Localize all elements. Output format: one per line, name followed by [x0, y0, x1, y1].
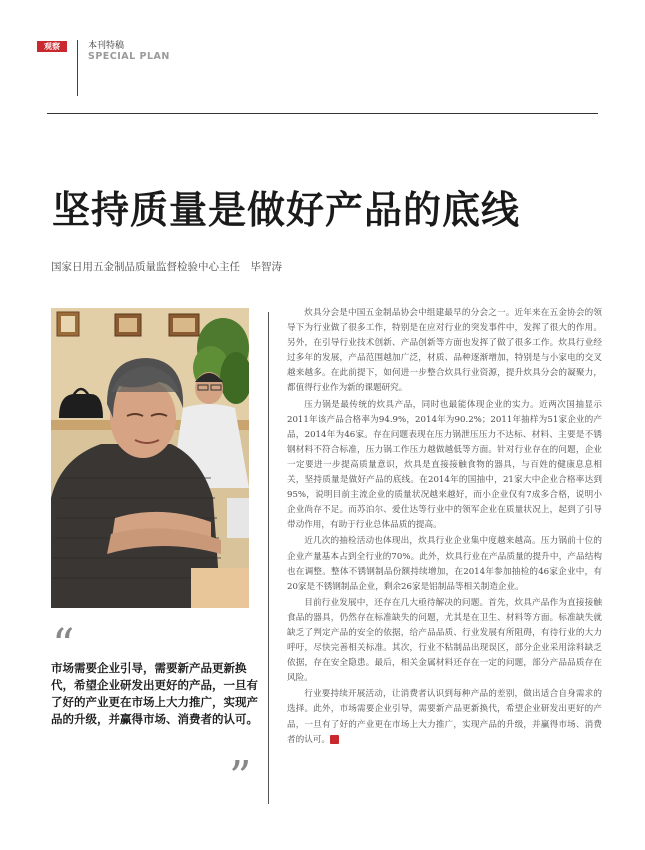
article-body: [287, 306, 602, 749]
quote-close-icon: ”: [229, 752, 252, 803]
pull-quote: 市场需要企业引导，需要新产品更新换代，希望企业研发出更好的产品，一旦有了好的产业更在市场上大力推广，实现产品的升级，并赢得市场、消费者的认可。: [51, 661, 258, 726]
quote-open-icon: “: [52, 620, 75, 671]
paragraph: 目前行业发展中，还存在几大亟待解决的问题。首先，炊具产品作为直接接触食品的器具，仍然存在标准缺失的问题，尤其是在卫生、材料等方面。标准缺失就缺乏了判定产品的安全的依据，给产品品质、行业发展有所阻碍，有待行业的大力呼吁，尽快完善相关标准。其次，行业不粘制品出现误区，部分企业采用涂料缺乏依据，存在安全隐患。最后，相关金属材料还存在一定的问题，部分产品品质存在风险。: [287, 597, 602, 684]
paragraph: 炊具分会是中国五金制品协会中组建最早的分会之一。近年来在五金协会的领导下为行业做了很多工作，特别是在应对行业的突发事件中，发挥了很大的作用。另外，在引导行业技术创新、产品创新等方面也发挥了做了很多工作。炊具行业经过多年的发展，产品范围越加广泛，材质、品种逐渐增加，特别是与小家电的交叉越来越多。在此前提下，如何进一步整合炊具行业资源，提升炊具分会的凝聚力，都值得行业作为新的课题研究。: [287, 308, 602, 394]
paragraph: 近几次的抽检活动也体现出，炊具行业企业集中度越来越高。压力锅前十位的企业产量基本占到全行业的70%。此外，炊具行业在产品质量的提升中，产品结构也在调整。整体不锈钢制品份额持续增加，在2014年参加抽检的46家企业中，有20家是不锈钢制品企业，剩余26家是铝制品等相关制造企业。: [287, 536, 602, 592]
column-divider: [268, 312, 269, 804]
header-divider: [77, 40, 78, 96]
paragraph-last: [287, 687, 602, 747]
article-title: 坚持质量是做好产品的底线: [52, 187, 521, 232]
speaker-photo: [51, 308, 249, 608]
article-author: 国家日用五金制品质量监督检验中心主任 毕智涛: [51, 261, 282, 273]
paragraph: 行业要持续开展活动，让消费者认识到每种产品的差别，做出适合自身需求的选择。此外，市场需要企业引导，需要新产品更新换代，希望企业研发出更好的产品，一旦有了好的产业更在市场上大力推广，实现产品的升级，并赢得市场、消费者的认可。: [287, 689, 602, 745]
column-name-cn: 本刊特稿: [88, 41, 125, 51]
section-badge: 观察: [37, 41, 67, 52]
end-mark-icon: 消: [330, 735, 339, 744]
column-name-en: SPECIAL PLAN: [88, 51, 170, 62]
speaker-photo-illustration: [51, 308, 249, 608]
paragraph: 压力锅是最传统的炊具产品，同时也最能体现企业的实力。近两次国抽显示2011年该产品合格率为94.9%，2014年为90.2%；2011年抽样为51家企业的产品，2014年为46家。存在问题表现在压力锅泄压压力不达标、材料、主要是不锈钢材料不符合标准，压力锅工作压力越做越低等方面。针对行业存在的问题，企业一定要进一步提高质量意识，炊具是直接接触食物的器具，与百姓的健康息息相关，坚持质量是做好产品的底线。在2014年的国抽中，21家大中企业合格率达到95%，说明目前主流企业的质量状况越来越好，而小企业仅有7成多合格，说明小企业尚存不足。而苏泊尔、爱仕达等行业中的领军企业在质量状况上，起到了引导带动作用，有助于行业总体品质的提高。: [287, 399, 602, 531]
top-rule: [47, 113, 598, 114]
